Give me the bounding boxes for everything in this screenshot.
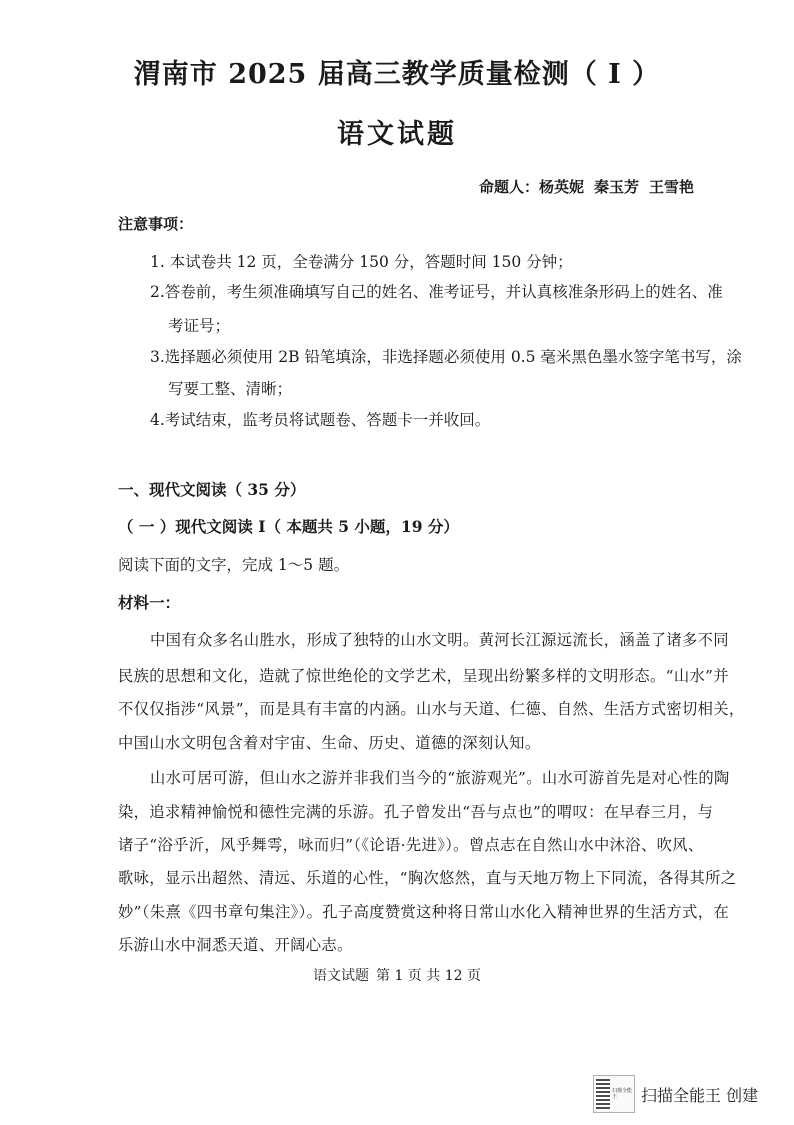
notice-item-continuation: 考证号； — [168, 317, 231, 335]
scanner-logo — [593, 1075, 635, 1113]
passage-line: 山水可居可游，但山水之游并非我们当今的“旅游观光”。山水可游首先是对心性的陶 — [150, 769, 730, 787]
scanner-watermark — [593, 1075, 758, 1113]
passage-line: 不仅仅指涉“风景”，而是具有丰富的内涵。山水与天道、仁德、自然、生活方式密切相关， — [118, 700, 745, 718]
scanner-credit-text: 扫描全能王 创建 — [641, 1085, 759, 1105]
material-label: 材料一： — [118, 593, 181, 612]
passage-line: 染，追求精神愉悦和德性完满的乐游。孔子曾发出“吾与点也”的喟叹：在早春三月，与 — [118, 803, 714, 821]
section-subheading: （ 一 ）现代文阅读 I（ 本题共 5 小题，19 分） — [118, 517, 459, 536]
scanner-logo-text: 扫描全能王 — [612, 1088, 633, 1100]
notice-item: 1. 本试卷共 12 页，全卷满分 150 分，答题时间 150 分钟； — [150, 253, 573, 271]
reading-instruction: 阅读下面的文字，完成 1～5 题。 — [118, 556, 350, 574]
passage-line: 诸子“浴乎沂，风乎舞雩，咏而归”（《论语·先进》）。曾点志在自然山水中沐浴、吹风、 — [118, 836, 704, 854]
passage-line: 中国山水文明包含着对宇宙、生命、历史、道德的深刻认知。 — [118, 734, 541, 752]
qr-code-icon — [596, 1079, 610, 1109]
passage-line: 妙”（朱熹《四书章句集注》）。孔子高度赞赏这种将日常山水化入精神世界的生活方式，在 — [118, 903, 730, 921]
exam-title: 渭南市 2025 届高三教学质量检测（ I ） — [133, 59, 661, 90]
authors-label: 命题人：杨英妮 — [478, 178, 584, 196]
passage-line: 民族的思想和文化，造就了惊世绝伦的文学艺术，呈现出纷繁多样的文明形态。“山水”并 — [118, 667, 729, 685]
passage-line: 歌咏，显示出超然、清远、乐道的心性，“胸次悠然，直与天地万物上下同流，各得其所之 — [118, 869, 737, 887]
notice-heading: 注意事项： — [118, 215, 194, 233]
authors-line — [479, 176, 694, 197]
author-name: 王雪艳 — [648, 178, 694, 196]
subject-title: 语文试题 — [337, 119, 457, 150]
notice-item-continuation: 写要工整、清晰； — [168, 380, 293, 398]
author-name: 秦玉芳 — [593, 178, 639, 196]
passage-line: 中国有众多名山胜水，形成了独特的山水文明。黄河长江源远流长，涵盖了诸多不同 — [150, 631, 729, 649]
page-footer — [0, 965, 794, 985]
passage-line: 乐游山水中洞悉天道、开阔心志。 — [118, 936, 353, 954]
notice-item: 3.选择题必须使用 2B 铅笔填涂，非选择题必须使用 0.5 毫米黑色墨水签字笔书写，涂 — [150, 348, 742, 366]
notice-item: 2.答卷前，考生须准确填写自己的姓名、准考证号，并认真核准条形码上的姓名、准 — [150, 283, 723, 301]
footer-subject: 语文试题 — [313, 968, 369, 984]
footer-page-number: 第 1 页 共 12 页 — [376, 968, 481, 984]
section-heading: 一、现代文阅读（ 35 分） — [118, 480, 306, 499]
notice-item: 4.考试结束，监考员将试题卷、答题卡一并收回。 — [150, 411, 491, 429]
